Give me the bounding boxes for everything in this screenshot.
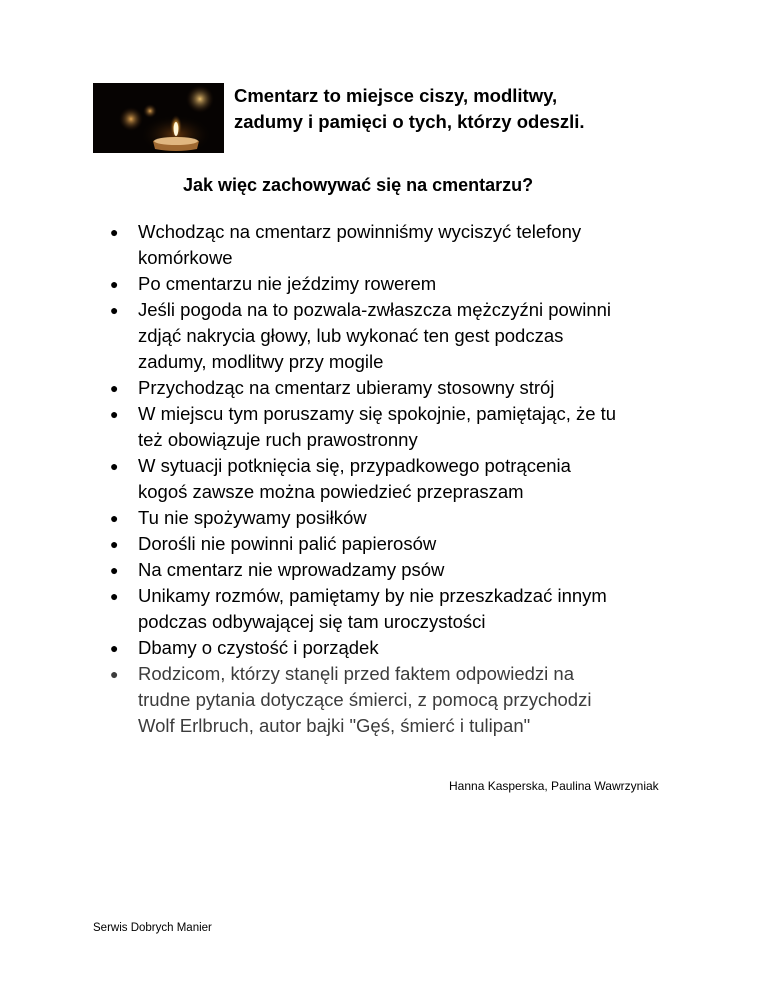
list-item: [108, 505, 708, 531]
item-line: Jeśli pogoda na to pozwala-zwłaszcza mężczyźni powinni: [138, 299, 612, 320]
list-item: [108, 661, 708, 739]
bullet-icon: ●: [110, 640, 119, 656]
bullet-icon: ●: [110, 510, 119, 526]
item-line: zadumy, modlitwy przy mogile: [138, 351, 384, 372]
list-item: [108, 583, 708, 635]
header-line: Cmentarz to miejsce ciszy, modlitwy,: [234, 85, 558, 106]
bullet-icon: ●: [110, 276, 119, 292]
item-line: trudne pytania dotyczące śmierci, z pomocą przychodzi: [138, 689, 592, 710]
header-text: [234, 83, 694, 135]
item-line: W miejscu tym poruszamy się spokojnie, pamiętając, że tu: [138, 403, 617, 424]
list-item: [108, 453, 708, 505]
footer: Serwis Dobrych Manier: [93, 922, 212, 934]
rules-list: [108, 219, 708, 739]
list-item: [108, 375, 708, 401]
bullet-icon: ●: [110, 380, 119, 396]
header-line: zadumy i pamięci o tych, którzy odeszli.: [234, 111, 585, 132]
authors: Hanna Kasperska, Paulina Wawrzyniak: [449, 779, 659, 793]
bullet-icon: ●: [110, 588, 119, 604]
bullet-icon: ●: [110, 302, 119, 318]
list-item: [108, 219, 708, 271]
list-item: [108, 557, 708, 583]
item-line: zdjąć nakrycia głowy, lub wykonać ten gest podczas: [138, 325, 564, 346]
item-line: też obowiązuje ruch prawostronny: [138, 429, 418, 450]
bullet-icon: ●: [110, 536, 119, 552]
list-item: [108, 635, 708, 661]
bullet-icon: ●: [110, 406, 119, 422]
item-line: Wchodząc na cmentarz powinniśmy wyciszyć telefony: [138, 221, 582, 242]
list-item: [108, 531, 708, 557]
item-line: Tu nie spożywamy posiłków: [138, 507, 367, 528]
bullet-icon: ●: [110, 458, 119, 474]
item-line: komórkowe: [138, 247, 233, 268]
subheading: Jak więc zachowywać się na cmentarzu?: [183, 175, 534, 195]
item-line: Dbamy o czystość i porządek: [138, 637, 379, 658]
bullet-icon: ●: [110, 666, 119, 682]
candle-icon: [93, 83, 224, 153]
item-line: podczas odbywającej się tam uroczystości: [138, 611, 486, 632]
candle-photo: [93, 83, 224, 153]
item-line: Wolf Erlbruch, autor bajki "Gęś, śmierć i tulipan": [138, 715, 531, 736]
item-line: Rodzicom, którzy stanęli przed faktem odpowiedzi na: [138, 663, 574, 684]
item-line: Po cmentarzu nie jeździmy rowerem: [138, 273, 437, 294]
item-line: kogoś zawsze można powiedzieć przepraszam: [138, 481, 524, 502]
item-line: Przychodząc na cmentarz ubieramy stosowny strój: [138, 377, 555, 398]
list-item: [108, 297, 708, 375]
item-line: Unikamy rozmów, pamiętamy by nie przeszkadzać innym: [138, 585, 607, 606]
bullet-icon: ●: [110, 224, 119, 240]
list-item: [108, 271, 708, 297]
item-line: Dorośli nie powinni palić papierosów: [138, 533, 437, 554]
item-line: W sytuacji potknięcia się, przypadkowego potrącenia: [138, 455, 571, 476]
list-item: [108, 401, 708, 453]
bullet-icon: ●: [110, 562, 119, 578]
item-line: Na cmentarz nie wprowadzamy psów: [138, 559, 445, 580]
